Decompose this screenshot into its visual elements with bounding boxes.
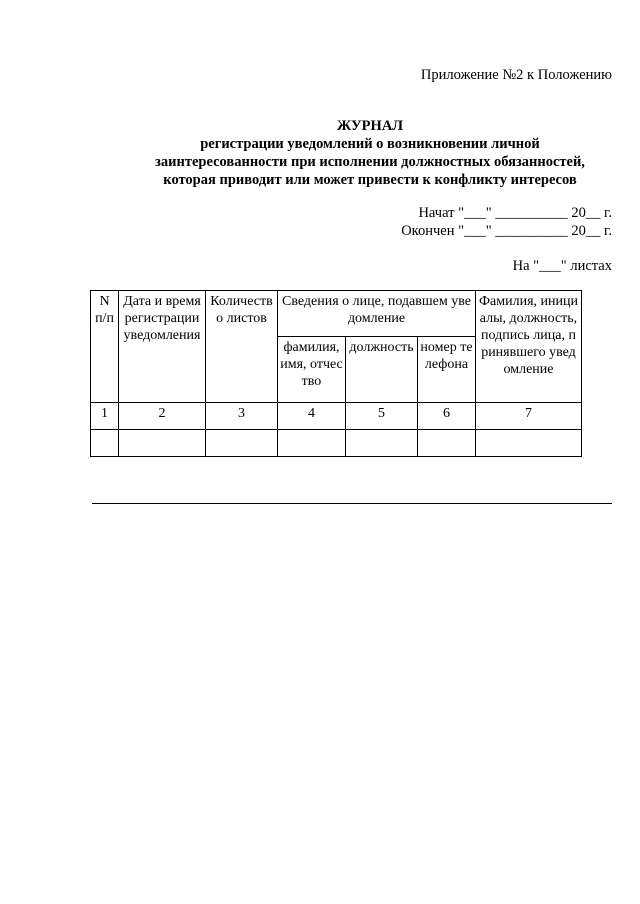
column-number: 6: [418, 403, 476, 430]
column-number: 2: [119, 403, 206, 430]
empty-cell: [346, 430, 418, 457]
empty-cell: [278, 430, 346, 457]
column-number: 3: [206, 403, 278, 430]
sheets-count-line: На "___" листах: [512, 258, 612, 274]
title-line: которая приводит или может привести к конфликту интересов: [163, 172, 577, 188]
header-row: [91, 291, 582, 337]
end-date-line: Окончен "___" __________ 20__ г.: [401, 223, 612, 239]
empty-cell: [206, 430, 278, 457]
appendix-label: Приложение №2 к Положению: [420, 67, 612, 83]
title-line: заинтересованности при исполнении должностных обязанностей,: [155, 154, 585, 170]
header-receiver-info: Фамилия, инициалы, должность, подпись лица, принявшего уведомление: [476, 291, 582, 403]
header-sheet-count: Количество листов: [206, 291, 278, 403]
header-applicant-info: Сведения о лице, подавшем уведомление: [278, 291, 476, 337]
header-position: должность: [346, 337, 418, 403]
column-number: 4: [278, 403, 346, 430]
column-numbers-row: [91, 403, 582, 430]
column-number: 1: [91, 403, 119, 430]
header-full-name: фамилия, имя, отчество: [278, 337, 346, 403]
document-title: [40, 117, 640, 189]
header-number: N п/п: [91, 291, 119, 403]
header-registration-date: Дата и время регистрации уведомления: [119, 291, 206, 403]
empty-cell: [91, 430, 119, 457]
footnote-divider: [92, 503, 612, 504]
title-line: регистрации уведомлений о возникновении личной: [200, 136, 540, 152]
empty-cell: [418, 430, 476, 457]
start-date-line: Начат "___" __________ 20__ г.: [418, 205, 612, 221]
journal-table: [90, 290, 582, 457]
empty-entry-row: [91, 430, 582, 457]
empty-cell: [119, 430, 206, 457]
title-heading: ЖУРНАЛ: [336, 118, 404, 134]
header-phone: номер телефона: [418, 337, 476, 403]
column-number: 7: [476, 403, 582, 430]
journal-dates: [401, 204, 612, 240]
column-number: 5: [346, 403, 418, 430]
empty-cell: [476, 430, 582, 457]
